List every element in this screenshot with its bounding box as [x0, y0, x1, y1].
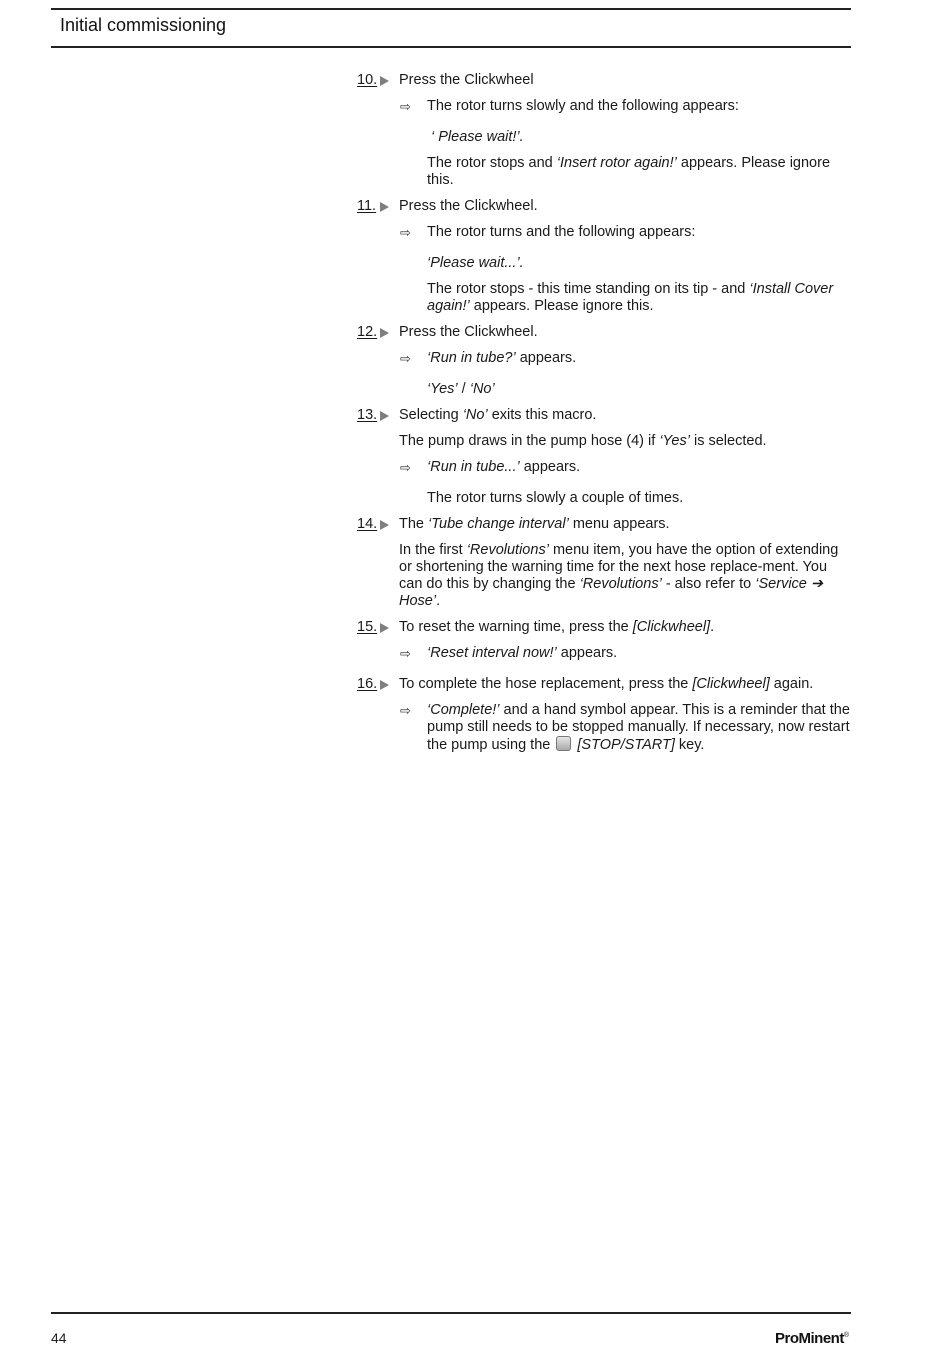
result-10 — [357, 98, 853, 115]
step-16: 16. To complete the hose replacement, press the [Clickwheel] again. — [357, 676, 814, 692]
top-rule — [51, 8, 851, 10]
instruction-steps — [357, 72, 853, 763]
page-title: Initial commissioning — [60, 15, 227, 35]
step-number: 16. — [357, 676, 378, 692]
step-11 — [357, 198, 853, 215]
step-note: In the first ‘Revolutions’ menu item, you have the option of extending or shortening the warning time for the next hose replace-ment. You can do this by changing the ‘Revolutions’ - also refer to ‘Service ➔ Hose’. — [399, 542, 839, 609]
step-number: 14. — [357, 516, 378, 532]
footer-rule — [51, 1312, 851, 1314]
option-list: ‘Yes’ / ‘No’ — [427, 381, 495, 397]
detail-text: The rotor stops and ‘Insert rotor again!’ appears. Please ignore this. — [427, 155, 831, 188]
result-arrow-icon: ⇨ — [400, 225, 411, 240]
triangle-right-icon — [380, 411, 389, 421]
header-rule — [51, 46, 851, 48]
result-text: The rotor turns and the following appears: — [427, 224, 696, 240]
step-14: 14. The ‘Tube change interval’ menu appears. — [357, 516, 670, 532]
step-number: 13. — [357, 407, 378, 423]
result-arrow-icon: ⇨ — [400, 460, 411, 475]
result-11 — [357, 224, 853, 241]
triangle-right-icon — [380, 623, 389, 633]
detail-text: The rotor turns slowly a couple of times. — [427, 490, 684, 506]
step-13: 13. Selecting ‘No’ exits this macro. — [357, 407, 597, 423]
step-text: Press the Clickwheel. — [399, 324, 538, 340]
result-15: ⇨ ‘Reset interval now!’ appears. — [400, 645, 618, 661]
result-arrow-icon: ⇨ — [400, 646, 411, 661]
step-note: The pump draws in the pump hose (4) if ‘Yes’ is selected. — [399, 433, 767, 449]
step-number: 12. — [357, 324, 378, 340]
result-arrow-icon: ⇨ — [400, 703, 411, 718]
step-15: 15. To reset the warning time, press the [Clickwheel]. — [357, 619, 715, 635]
display-message: ‘ Please wait!’. — [431, 129, 524, 145]
result-text: The rotor turns slowly and the following appears: — [427, 98, 739, 114]
triangle-right-icon — [380, 520, 389, 530]
triangle-right-icon — [380, 76, 389, 86]
step-number: 15. — [357, 619, 378, 635]
brand-logo: ProMinent® — [775, 1330, 849, 1347]
result-12: ⇨ ‘Run in tube?’ appears. — [400, 350, 577, 366]
result-arrow-icon: ⇨ — [400, 351, 411, 366]
step-text: Press the Clickwheel — [399, 72, 534, 88]
detail-text: The rotor stops - this time standing on its tip - and ‘Install Cover again!’ appears. Please ignore this. — [427, 281, 834, 314]
stop-start-key-icon — [556, 736, 571, 751]
step-number: 11. — [357, 198, 377, 214]
step-12 — [357, 324, 853, 341]
result-arrow-icon: ⇨ — [400, 99, 411, 114]
triangle-right-icon — [380, 202, 389, 212]
display-message: ‘Please wait...’. — [427, 255, 524, 271]
triangle-right-icon — [380, 328, 389, 338]
triangle-right-icon — [380, 680, 389, 690]
result-16: ⇨ ‘Complete!’ and a hand symbol appear. This is a reminder that the pump still needs to be stopped manually. If necessary, now restart the pump using the [STOP/START] key. — [400, 702, 850, 753]
result-13: ⇨ ‘Run in tube...’ appears. — [400, 459, 581, 475]
step-number: 10. — [357, 72, 378, 88]
step-10 — [357, 72, 853, 89]
page-number: 44 — [51, 1330, 67, 1346]
step-text: Press the Clickwheel. — [399, 198, 538, 214]
